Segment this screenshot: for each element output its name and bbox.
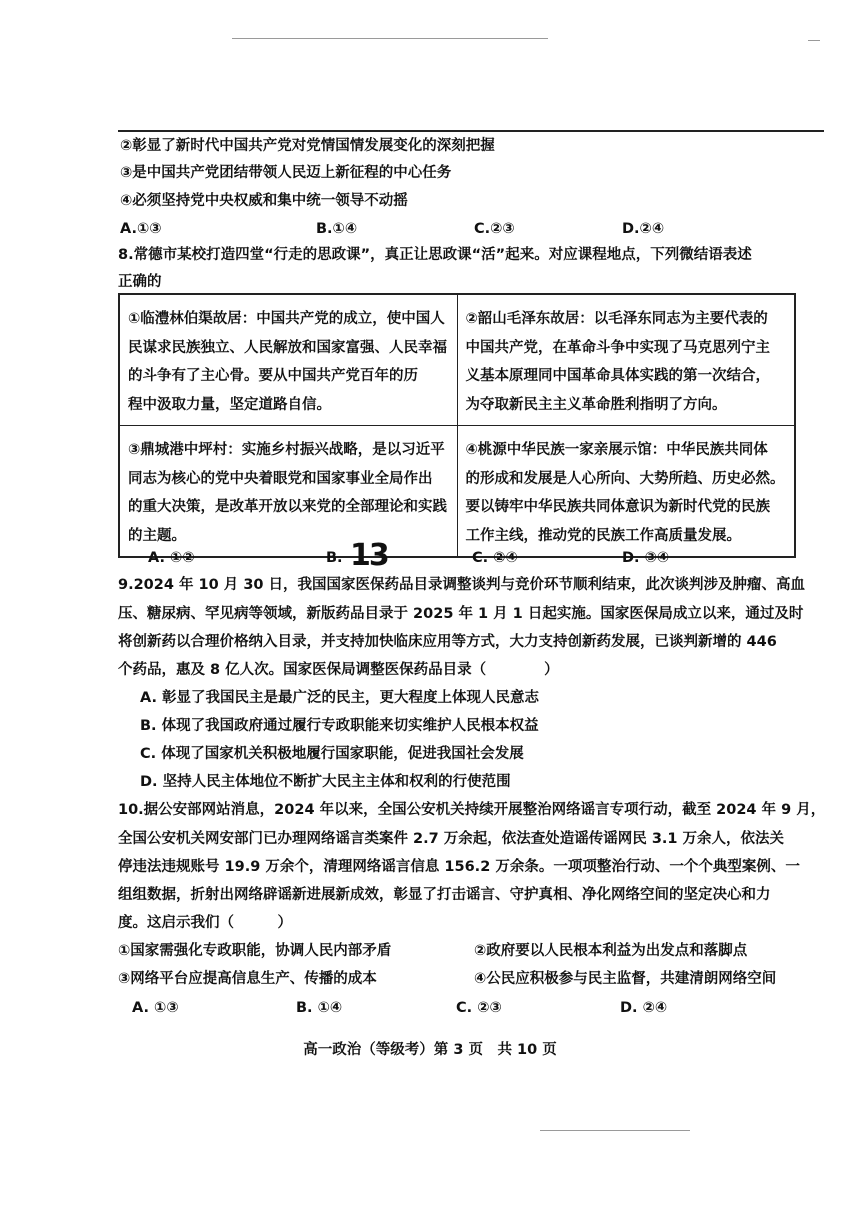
q9-stem-line-1: 9.2024 年 10 月 30 日，我国国家医保药品目录调整谈判与竞价环节顺利结束，此次谈判涉及肿瘤、高血 (118, 577, 806, 593)
prev-option-a: A.①③ (120, 221, 162, 237)
q8-stem-line-1: 8.常德市某校打造四堂“行走的思政课”，真正让思政课“活”起来。对应课程地点，下列微结语表述 (118, 247, 752, 263)
q9-option-b: B. 体现了我国政府通过履行专政职能来切实维护人民根本权益 (140, 718, 539, 734)
q9-option-c: C. 体现了国家机关积极地履行国家职能，促进我国社会发展 (140, 746, 524, 762)
q9-option-a: A. 彰显了我国民主是最广泛的民主，更大程度上体现人民意志 (140, 690, 540, 706)
q9-option-d: D. 坚持人民主体地位不断扩大民主主体和权利的行使范围 (140, 774, 511, 790)
q10-stem-line-2: 全国公安机关网安部门已办理网络谣言类案件 2.7 万余起，依法查处造谣传谣网民 3.1 万余人，依法关 (118, 831, 785, 847)
q10-option-c: C. ②③ (456, 1000, 502, 1016)
prev-item-2: ②彰显了新时代中国共产党对党情国情发展变化的深刻把握 (120, 138, 495, 154)
prev-item-3: ③是中国共产党团结带领人民迈上新征程的中心任务 (120, 165, 452, 181)
q10-stem-line-1: 10.据公安部网站消息，2024 年以来，全国公安机关持续开展整治网络谣言专项行动，截至 2024 年 9 月， (118, 802, 826, 818)
q10-item-1: ①国家需强化专政职能，协调人民内部矛盾 (118, 943, 392, 959)
prev-option-b: B.①④ (316, 221, 358, 237)
q10-stem-line-3: 停违法违规账号 19.9 万余个，清理网络谣言信息 156.2 万余条。一项项整治行动、一个个典型案例、一 (118, 859, 800, 875)
q8-table (118, 293, 796, 558)
handwritten-answer: 13 (350, 538, 388, 573)
q8-option-c: C. ②④ (472, 550, 518, 566)
q10-item-3: ③网络平台应提高信息生产、传播的成本 (118, 971, 377, 987)
q8-option-b: B. (326, 550, 343, 566)
q10-stem-line-5: 度。这启示我们（ ） (118, 915, 292, 931)
scan-top-line (232, 38, 548, 39)
q8-cell-2: ②韶山毛泽东故居：以毛泽东同志为主要代表的 中国共产党，在革命斗争中实现了马克思列宁主 义基本原理同中国革命具体实践的第一次结合， 为夺取新民主主义革命胜利指明了方向。 (457, 294, 795, 426)
q8-stem-line-2: 正确的 (118, 274, 162, 290)
prev-option-c: C.②③ (474, 221, 515, 237)
q9-stem-line-3: 将创新药以合理价格纳入目录，并支持加快临床应用等方式，大力支持创新药发展，已谈判新增的 446 (118, 634, 777, 650)
page-footer: 高一政治（等级考）第 3 页 共 10 页 (303, 1042, 557, 1058)
q9-stem-line-2: 压、糖尿病、罕见病等领域，新版药品目录于 2025 年 1 月 1 日起实施。国家医保局成立以来，通过及时 (118, 606, 804, 622)
scan-edge-mark (808, 40, 820, 41)
q10-option-d: D. ②④ (620, 1000, 668, 1016)
q8-option-a: A. ①② (148, 550, 195, 566)
q8-option-d: D. ③④ (622, 550, 670, 566)
q10-option-a: A. ①③ (132, 1000, 179, 1016)
q9-stem-line-4: 个药品，惠及 8 亿人次。国家医保局调整医保药品目录（ ） (118, 662, 559, 678)
scan-bottom-line (540, 1130, 690, 1131)
q10-item-4: ④公民应积极参与民主监督，共建清朗网络空间 (474, 971, 777, 987)
header-rule (118, 130, 824, 132)
prev-option-d: D.②④ (622, 221, 665, 237)
q10-item-2: ②政府要以人民根本利益为出发点和落脚点 (474, 943, 748, 959)
prev-item-4: ④必须坚持党中央权威和集中统一领导不动摇 (120, 193, 408, 209)
q10-option-b: B. ①④ (296, 1000, 343, 1016)
q10-stem-line-4: 组组数据，折射出网络辟谣新进展新成效，彰显了打击谣言、守护真相、净化网络空间的坚定决心和力 (118, 887, 771, 903)
q8-cell-1: ①临澧林伯渠故居：中国共产党的成立，使中国人 民谋求民族独立、人民解放和国家富强、人民幸福 的斗争有了主心骨。要从中国共产党百年的历 程中汲取力量，坚定道路自信。 (119, 294, 457, 426)
q8-cell-4: ④桃源中华民族一家亲展示馆：中华民族共同体 的形成和发展是人心所向、大势所趋、历史必然。 要以铸牢中华民族共同体意识为新时代党的民族 工作主线，推动党的民族工作高质量发展。 (457, 426, 795, 558)
q8-cell-3: ③鼎城港中坪村：实施乡村振兴战略，是以习近平 同志为核心的党中央着眼党和国家事业全局作出 的重大决策，是改革开放以来党的全部理论和实践 的主题。 (119, 426, 457, 558)
